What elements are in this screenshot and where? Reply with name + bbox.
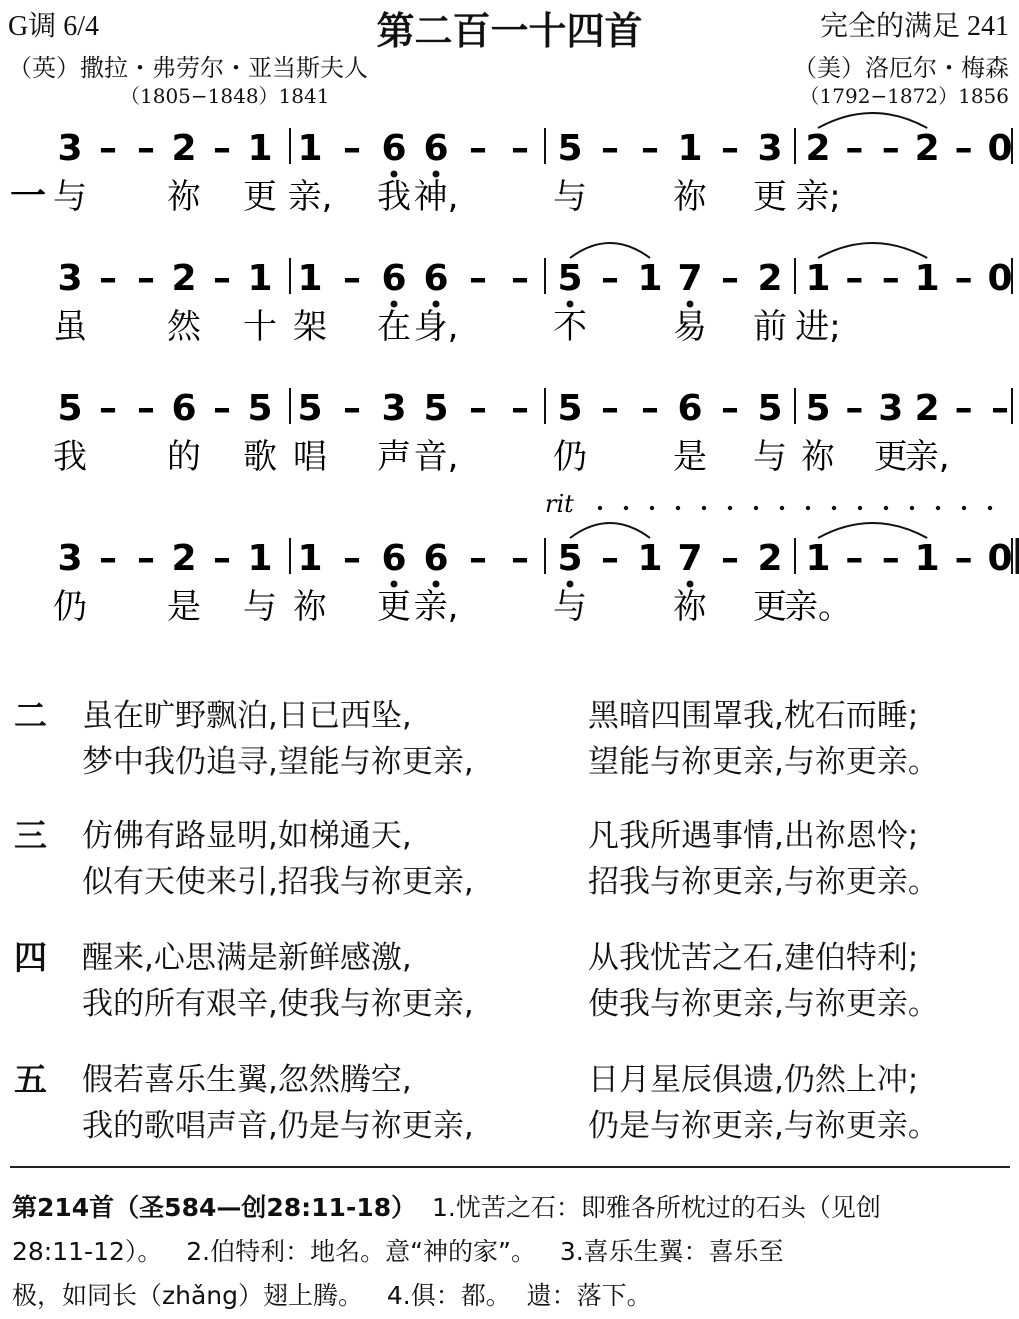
dash-mark: – [213, 128, 231, 169]
note: 5 [297, 388, 323, 429]
note: 6 [423, 258, 449, 299]
dash-mark: – [213, 388, 231, 429]
rit-dot [780, 506, 784, 510]
note: 1 [677, 128, 703, 169]
lyric-syllable: 更 [753, 177, 787, 217]
rit-dot [676, 506, 680, 510]
dash-mark: – [99, 388, 117, 429]
note: 5 [57, 388, 83, 429]
note: 2 [171, 128, 197, 169]
note: 6 [171, 388, 197, 429]
dash-mark: – [641, 128, 659, 169]
rit-dot [806, 506, 810, 510]
rit-dot [858, 506, 862, 510]
verse-line: 梦中我仍追寻,望能与祢更亲, [82, 744, 474, 780]
note: 6 [381, 128, 407, 169]
lyric-syllable: 然 [167, 307, 201, 347]
lyric-syllable: 更 [753, 587, 787, 627]
dash-mark: – [845, 258, 864, 299]
lyric-syllable: 前 [753, 307, 787, 347]
note: 0 [987, 538, 1013, 579]
verse-line: 从我忧苦之石,建伯特利; [588, 940, 919, 976]
note: 5 [423, 388, 449, 429]
lyric-syllable: 与 [553, 587, 587, 627]
note: 5 [557, 538, 583, 579]
dash-mark: – [601, 388, 619, 429]
note: 1 [637, 538, 663, 579]
dash-mark: – [721, 538, 739, 579]
footnote-text: 1.忧苦之石：即雅各所枕过的石头（见创 [432, 1193, 881, 1222]
dash-mark: – [954, 258, 973, 299]
verse-number: 二 [14, 696, 47, 735]
note: 3 [878, 388, 904, 429]
note: 1 [805, 258, 831, 299]
lyric-syllable: 仍 [53, 587, 87, 627]
note: 3 [757, 128, 783, 169]
lyric-syllable: 声 [377, 437, 411, 477]
divider [10, 1166, 1010, 1168]
verse-number-1: 一 [9, 176, 47, 217]
lyric-syllable: 仍 [553, 437, 587, 477]
verse-number: 四 [14, 938, 47, 977]
lyric-syllable: 在 [377, 307, 411, 347]
verse-3 [0, 810, 1019, 902]
rit-marking: rit [545, 490, 574, 518]
lyricist: （英）撒拉・弗劳尔・亚当斯夫人 [8, 54, 368, 82]
footnote-line: 极，如同长（zhǎng）翅上腾。 4.俱：都。 遗：落下。 [12, 1281, 652, 1310]
dash-mark: – [511, 538, 529, 579]
rit-dot [910, 506, 914, 510]
rit-dot [832, 506, 836, 510]
hymn-title: 第二百一十四首 [376, 9, 643, 53]
verse-line: 日月星辰俱遗,仍然上冲; [588, 1062, 919, 1098]
rit-dot [598, 506, 602, 510]
lyric-syllable: 更 [377, 587, 411, 627]
note: 1 [914, 538, 940, 579]
verse-line: 望能与祢更亲,与祢更亲。 [588, 744, 939, 780]
lyric-syllable: 架 [293, 307, 327, 347]
lyric-syllable: 与 [243, 587, 277, 627]
rit-dot [624, 506, 628, 510]
score-svg [0, 112, 1019, 652]
dash-mark: – [99, 128, 117, 169]
dash-mark: – [469, 388, 487, 429]
dash-mark: – [601, 258, 619, 299]
lyric-syllable: 祢 [293, 587, 327, 627]
dash-mark: – [99, 258, 117, 299]
dash-mark: – [845, 128, 864, 169]
note: 2 [757, 258, 783, 299]
dash-mark: – [137, 388, 155, 429]
lyricist-years: （1805−1848）1841 [120, 84, 330, 108]
dash-mark: – [954, 538, 973, 579]
lyric-syllable: 十 [243, 307, 277, 347]
dash-mark: – [845, 538, 864, 579]
lyric-syllable: 与 [553, 177, 587, 217]
dash-mark: – [881, 128, 900, 169]
lyric-syllable: 祢 [801, 437, 835, 477]
slur [818, 243, 927, 258]
dash-mark: – [721, 388, 739, 429]
dash-mark: – [845, 388, 864, 429]
slur [570, 523, 650, 538]
note: 5 [557, 388, 583, 429]
verse-line: 假若喜乐生翼,忽然腾空, [82, 1062, 412, 1098]
lyric-syllable: 的 [167, 437, 201, 477]
verse-4 [0, 932, 1019, 1024]
verse-number: 五 [14, 1060, 47, 1099]
footnote-line: 28:11-12）。 2.伯特利：地名。意“神的家”。 3.喜乐生翼：喜乐至 [12, 1237, 784, 1266]
note: 6 [423, 128, 449, 169]
footnote-line [12, 1186, 1012, 1230]
lyric-syllable: 亲, [904, 437, 950, 477]
dash-mark: – [343, 128, 361, 169]
note: 1 [247, 258, 273, 299]
composer-years: （1792−1872）1856 [799, 84, 1009, 108]
note: 1 [247, 128, 273, 169]
dash-mark: – [601, 128, 619, 169]
lyric-syllable: 更 [873, 437, 908, 477]
verse-2 [0, 690, 1019, 782]
rit-dot [936, 506, 940, 510]
lyric-syllable: 亲。 [784, 587, 852, 627]
lyric-syllable: 歌 [243, 437, 277, 477]
lyric-syllable: 进; [795, 307, 841, 347]
lyric-syllable: 虽 [53, 307, 87, 347]
verse-number: 三 [14, 816, 47, 855]
note: 2 [914, 128, 940, 169]
lyric-syllable: 我 [53, 437, 87, 477]
dash-mark: – [469, 128, 487, 169]
note: 5 [247, 388, 273, 429]
verse-line: 使我与祢更亲,与祢更亲。 [588, 986, 939, 1022]
verse-line: 虽在旷野飘泊,日已西坠, [82, 698, 412, 734]
note: 0 [987, 258, 1013, 299]
note: 3 [57, 538, 83, 579]
lyric-syllable: 唱 [293, 437, 327, 477]
dash-mark: – [954, 388, 973, 429]
dash-mark: – [954, 128, 973, 169]
dash-mark: – [343, 258, 361, 299]
score [0, 112, 1019, 652]
rit-dot [754, 506, 758, 510]
note: 0 [987, 128, 1013, 169]
note: 1 [247, 538, 273, 579]
dash-mark: – [137, 128, 155, 169]
footnote-ref: 第214首（圣584—创28:11-18） [12, 1193, 417, 1222]
verse-line: 我的所有艰辛,使我与祢更亲, [82, 986, 474, 1022]
dash-mark: – [343, 538, 361, 579]
key-signature: G调 6/4 [8, 11, 100, 42]
slur [570, 243, 650, 258]
note: 2 [914, 388, 940, 429]
dash-mark: – [213, 258, 231, 299]
note: 3 [381, 388, 407, 429]
dash-mark: – [601, 538, 619, 579]
dash-mark: – [721, 258, 739, 299]
dash-mark: – [641, 388, 659, 429]
lyric-syllable: 与 [753, 437, 787, 477]
dash-mark: – [469, 258, 487, 299]
note: 1 [297, 258, 323, 299]
slur [818, 523, 927, 538]
dash-mark: – [991, 388, 1009, 429]
note: 3 [57, 258, 83, 299]
note: 5 [757, 388, 783, 429]
dash-mark: – [721, 128, 739, 169]
dash-mark: – [343, 388, 361, 429]
verse-line: 醒来,心思满是新鲜感激, [82, 940, 412, 976]
note: 2 [171, 258, 197, 299]
lyric-syllable: 是 [673, 437, 707, 477]
lyric-syllable: 祢 [673, 177, 707, 217]
rit-dot [962, 506, 966, 510]
note: 7 [677, 538, 703, 579]
rit-dot [988, 506, 992, 510]
rit-dot [884, 506, 888, 510]
note: 5 [557, 258, 583, 299]
note: 1 [297, 128, 323, 169]
footnotes [12, 1186, 1012, 1318]
dash-mark: – [213, 538, 231, 579]
verse-line: 凡我所遇事情,出祢恩怜; [588, 818, 919, 854]
note: 5 [557, 128, 583, 169]
note: 1 [805, 538, 831, 579]
lyric-syllable: 亲, [413, 587, 459, 627]
lyric-syllable: 神, [413, 177, 459, 217]
note: 6 [381, 258, 407, 299]
note: 5 [805, 388, 831, 429]
lyric-syllable: 音, [413, 437, 459, 477]
verse-line: 仍是与祢更亲,与祢更亲。 [588, 1108, 939, 1144]
lyric-syllable: 亲; [795, 177, 841, 217]
tune-name: 完全的满足 241 [819, 11, 1009, 42]
note: 2 [805, 128, 831, 169]
lyric-syllable: 更 [243, 177, 277, 217]
note: 6 [423, 538, 449, 579]
lyric-syllable: 我 [377, 177, 411, 217]
note: 1 [297, 538, 323, 579]
lyric-syllable: 不 [553, 307, 587, 347]
dash-mark: – [511, 128, 529, 169]
rit-dot [650, 506, 654, 510]
dash-mark: – [469, 538, 487, 579]
note: 2 [757, 538, 783, 579]
note: 6 [677, 388, 703, 429]
lyric-syllable: 祢 [673, 587, 707, 627]
verse-line: 招我与祢更亲,与祢更亲。 [588, 864, 939, 900]
lyric-syllable: 祢 [167, 177, 201, 217]
lyric-syllable: 是 [167, 587, 201, 627]
note: 1 [914, 258, 940, 299]
verse-line: 仿佛有路显明,如梯通天, [82, 818, 412, 854]
lyric-syllable: 易 [673, 307, 707, 347]
verse-line: 似有天使来引,招我与祢更亲, [82, 864, 474, 900]
note: 7 [677, 258, 703, 299]
lyric-syllable: 亲, [287, 177, 333, 217]
dash-mark: – [881, 538, 900, 579]
lyric-syllable: 身, [413, 307, 459, 347]
dash-mark: – [137, 538, 155, 579]
note: 2 [171, 538, 197, 579]
composer: （美）洛厄尔・梅森 [793, 54, 1009, 82]
note: 1 [637, 258, 663, 299]
verse-line: 黑暗四围罩我,枕石而睡; [588, 698, 919, 734]
dash-mark: – [99, 538, 117, 579]
dash-mark: – [511, 388, 529, 429]
verse-line: 我的歌唱声音,仍是与祢更亲, [82, 1108, 474, 1144]
rit-dot [702, 506, 706, 510]
dash-mark: – [881, 258, 900, 299]
dash-mark: – [511, 258, 529, 299]
lyric-syllable: 与 [53, 177, 87, 217]
slur [818, 113, 927, 128]
dash-mark: – [137, 258, 155, 299]
verse-5 [0, 1054, 1019, 1146]
note: 6 [381, 538, 407, 579]
note: 3 [57, 128, 83, 169]
rit-dot [728, 506, 732, 510]
